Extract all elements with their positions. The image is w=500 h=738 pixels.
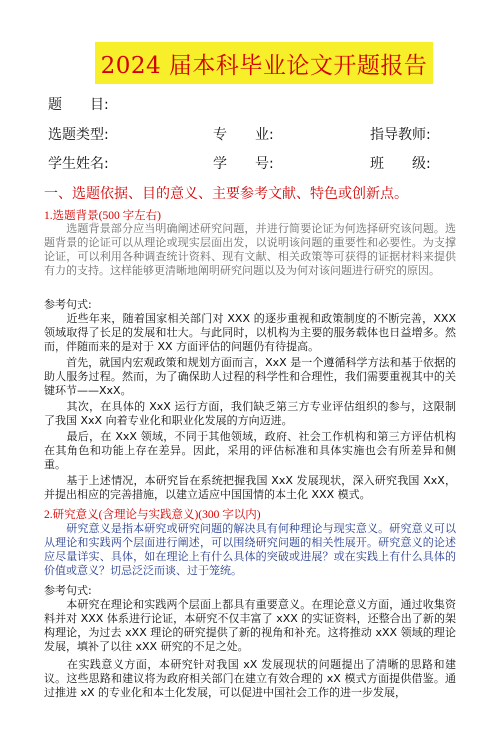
reference-label: 参考句式: — [44, 584, 92, 597]
significance-paragraph: 在实践意义方面，本研究针对我国 xX 发展现状的问题提出了清晰的思路和建议。这些思路和建议将为政府相关部门在建立有效合理的 xX 模式方面提供借鉴。通过推进 xX 的专业化和本土化发展，可以促进中国社会工作的进一步发展， — [44, 658, 456, 699]
background-guidance: 选题背景部分应当明确阐述研究问题，并进行简要论证为何选择研究该问题。选题背景的论证可以从理论或现实层面出发，以说明该问题的重要性和必要性。为支撑论证，可以利用各种调查统计资料、现有文献、相关政策等可获得的证据材料来提供有力的支持。这样能够更清晰地阐明研究问题以及为何对该问题进行研究的原因。 — [44, 222, 456, 277]
reference-label: 参考句式: — [44, 298, 92, 311]
field-id: 学 号: — [213, 156, 274, 172]
field-type: 选题类型: — [48, 127, 109, 143]
field-class: 班 级: — [370, 156, 431, 172]
field-major: 专 业: — [213, 127, 274, 143]
background-paragraph: 基于上述情况，本研究旨在系统把握我国 XxX 发展现状，深入研究我国 XxX，并提出相应的完善措施，以建立适应中国国情的本土化 XXX 模式。 — [44, 474, 456, 501]
subheading-significance: 2.研究意义(含理论与实践意义)(300 字以内) — [44, 509, 261, 521]
background-paragraph: 最后，在 XxX 领域，不同于其他领域，政府、社会工作机构和第三方评估机构在其角色和功能上存在差异。因此，采用的评估标准和具体实施也会有所差异和侧重。 — [44, 430, 456, 471]
background-paragraph: 近些年来，随着国家相关部门对 XXX 的逐步重视和政策制度的不断完善，XXX 领域取得了长足的发展和壮大。与此同时，以机构为主要的服务载体也日益增多。然而，伴随而来的是对于 XX 方面评估的问题仍有待提高。 — [44, 312, 460, 353]
section-heading: 一、选题依据、目的意义、主要参考文献、特色或创新点。 — [44, 186, 408, 202]
field-topic: 题 目: — [48, 97, 109, 113]
background-paragraph: 首先，就国内宏观政策和规划方面而言，XxX 是一个遵循科学方法和基于依据的助人服务过程。然而，为了确保助人过程的科学性和合理性，我们需要重视其中的关键环节——XxX。 — [44, 356, 456, 397]
background-paragraph: 其次，在具体的 XxX 运行方面，我们缺乏第三方专业评估组织的参与，这限制了我国 XxX 向着专业化和职业化发展的方向迈进。 — [44, 400, 456, 427]
field-student: 学生姓名: — [48, 156, 109, 172]
subheading-background: 1.选题背景(500 字左右) — [44, 210, 161, 222]
significance-guidance: 研究意义是指本研究或研究问题的解决具有何种理论与现实意义。研究意义可以从理论和实践两个层面进行阐述，可以围绕研究问题的相关性展开。研究意义的论述应尽量详实、具体，如在理论上有什么具体的突破或进展？或在实践上有什么具体的价值或意义？切忌泛泛而谈、过于笼统。 — [44, 522, 456, 577]
significance-paragraph: 本研究在理论和实践两个层面上都具有重要意义。在理论意义方面，通过收集资料并对 XXX 体系进行论证，本研究不仅丰富了 xXX 的实证资料，还整合出了新的架构理论，为过去 xXX 理论的研究提供了新的视角和补充。这将推动 xXX 领域的理论发展，填补了以往 xXX 研究的不足之处。 — [44, 598, 456, 653]
field-advisor: 指导教师: — [370, 127, 431, 143]
document-title: 2024 届本科毕业论文开题报告 — [100, 53, 428, 79]
